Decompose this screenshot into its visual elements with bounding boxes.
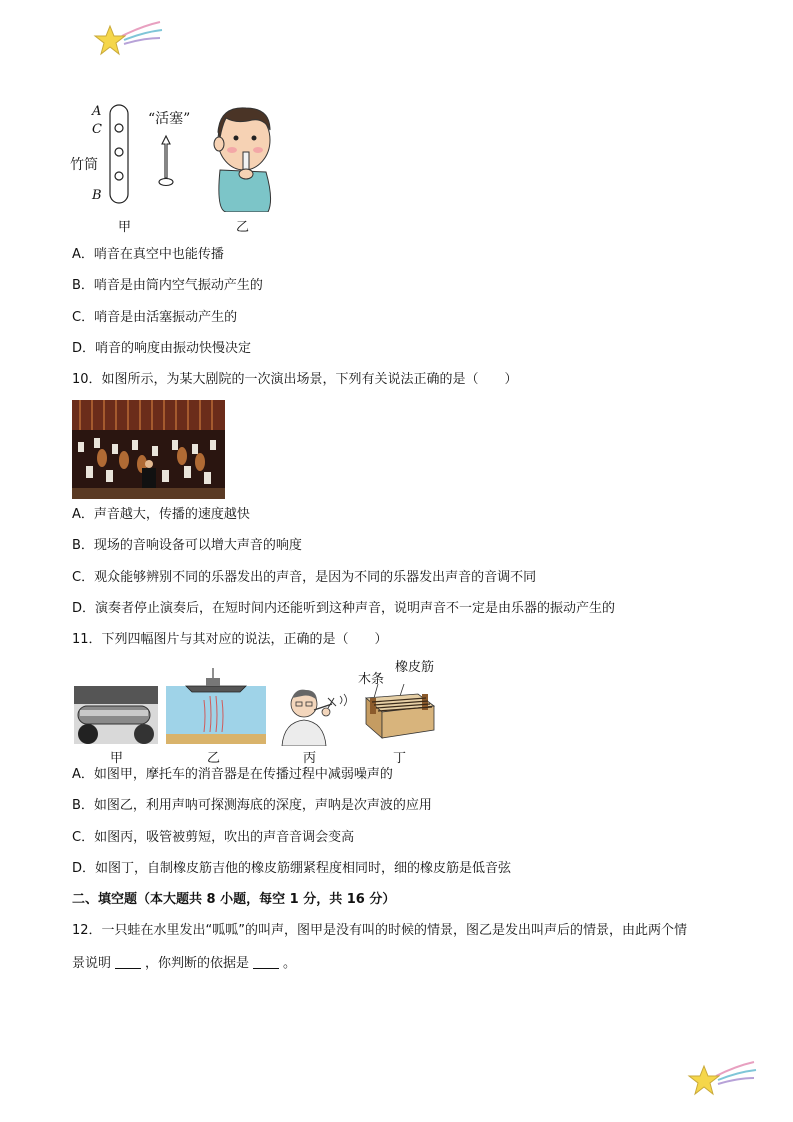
caption-q11-bing: 丙 [303,751,317,766]
section-note: （本大题共 8 小题，每空 1 分，共 16 分） [137,892,396,907]
q12-line2 [72,955,296,973]
caption-q11-yi: 乙 [207,751,221,766]
label-a: A [92,104,102,119]
sonar-ship-icon [166,666,266,744]
q11-option-b: B．如图乙，利用声呐可探测海底的深度，声呐是次声波的应用 [72,798,432,813]
caption-jia: 甲 [118,220,132,235]
q9-option-c: C．哨音是由活塞振动产生的 [72,310,238,325]
piston-icon [154,132,184,188]
q11-stem: 11．下列四幅图片与其对应的说法，正确的是（ ） [72,632,388,647]
bamboo-tube-icon [108,104,132,206]
q12-line1: 12．一只蛙在水里发出“呱呱”的叫声，图甲是没有叫的时候的情景，图乙是发出叫声后的情景，由此两个情 [72,923,688,938]
q9-option-b: B．哨音是由筒内空气振动产生的 [72,278,263,293]
man-cutting-straw-icon [276,682,352,746]
q9-option-d: D．哨音的响度由振动快慢决定 [72,341,252,356]
q9-option-a: A．哨音在真空中也能传播 [72,247,224,262]
orchestra-photo [72,400,225,499]
label-b: B [92,188,102,203]
q11-option-a: A．如图甲，摩托车的消音器是在传播过程中减弱噪声的 [72,767,393,782]
star-decoration-bottom-icon [686,1056,758,1100]
section-heading [72,891,395,909]
rubber-guitar-figure [360,684,440,746]
muffler-icon [74,686,158,744]
star-decoration-icon [92,16,164,60]
label-rubber: 橡皮筋 [395,660,435,675]
q11-option-d: D．如图丁，自制橡皮筋吉他的橡皮筋绷紧程度相同时，细的橡皮筋是低音弦 [72,861,512,876]
motorcycle-photo [74,686,158,744]
q10-option-d: D．演奏者停止演奏后，在短时间内还能听到这种声音，说明声音不一定是由乐器的振动产生的 [72,601,616,616]
orchestra-icon [72,400,225,499]
sonar-figure [166,666,266,744]
q10-option-a: A．声音越大，传播的速度越快 [72,507,250,522]
q12-text-b: ，你判断的依据是 [145,956,250,971]
q10-option-b: B．现场的音响设备可以增大声音的响度 [72,538,302,553]
answer-blank-2[interactable] [253,955,279,969]
q10-stem: 10．如图所示，为某大剧院的一次演出场景，下列有关说法正确的是（ ） [72,372,518,387]
straw-figure [276,682,352,746]
caption-q11-ding: 丁 [393,751,407,766]
boy-whistle-icon [206,100,282,212]
label-wood: 木条 [358,672,385,687]
q12-text-a: 景说明 [72,956,112,971]
figure-yi [206,100,282,236]
label-piston: “活塞” [148,111,191,127]
q11-option-c: C．如图丙，吸管被剪短，吹出的声音音调会变高 [72,830,355,845]
answer-blank-1[interactable] [115,955,141,969]
caption-q11-jia: 甲 [110,751,124,766]
section-title: 二、填空题 [72,892,138,907]
q10-option-c: C．观众能够辨别不同的乐器发出的声音，是因为不同的乐器发出声音的音调不同 [72,570,537,585]
piston-figure [148,108,208,192]
q12-text-c: 。 [283,956,297,971]
label-c: C [92,122,102,137]
caption-yi: 乙 [236,220,250,235]
figure-jia [70,104,160,234]
rubber-band-guitar-icon [360,684,440,746]
label-tube: 竹筒 [70,157,98,173]
